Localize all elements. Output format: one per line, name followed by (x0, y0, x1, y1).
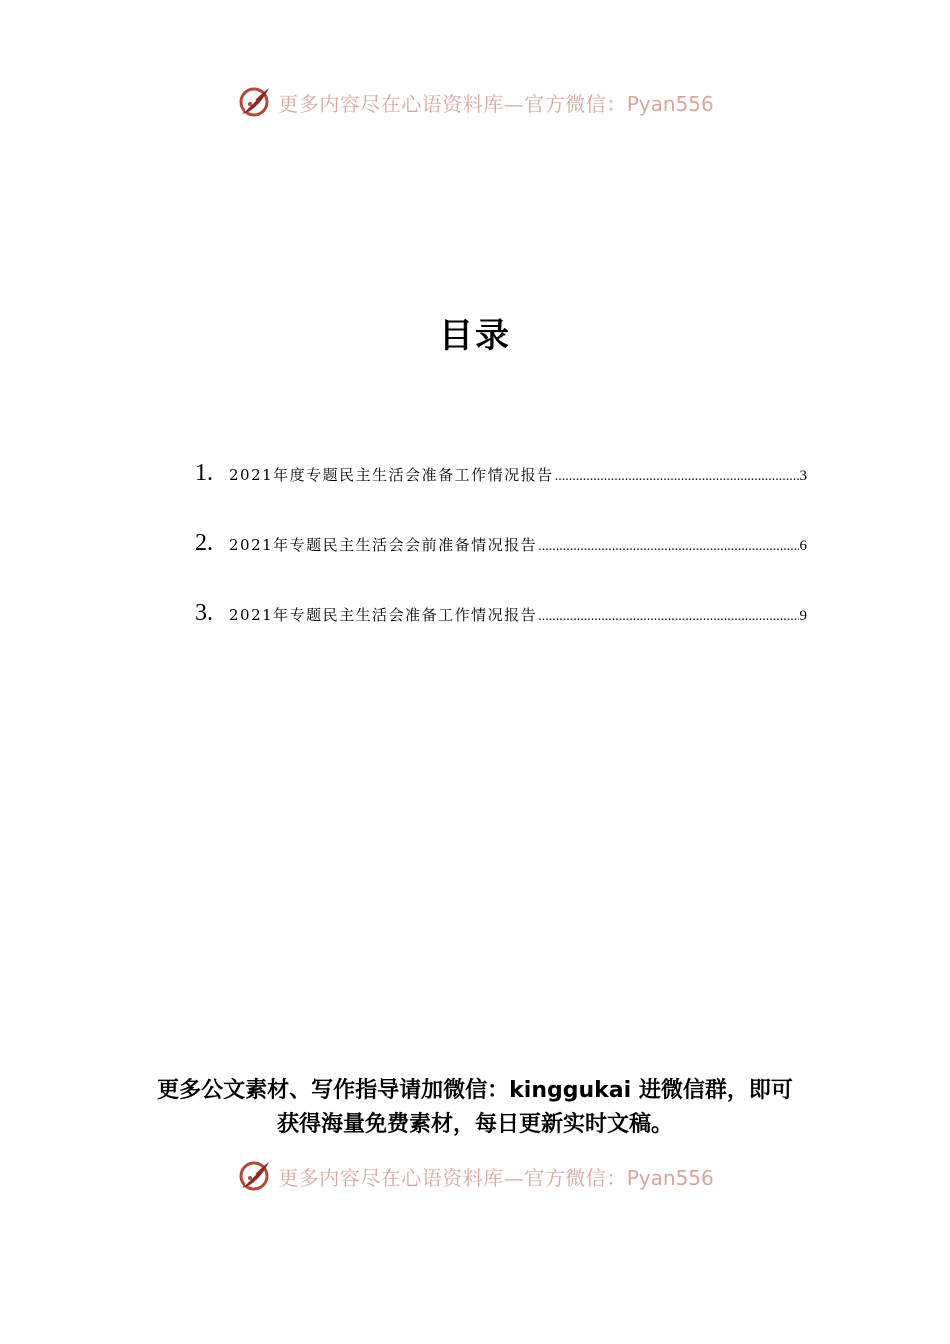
promo-text (100, 1074, 850, 1142)
toc-dot-leader (538, 609, 798, 625)
toc-entry-number: 2. (195, 530, 213, 556)
watermark-label: 更多内容尽在心语资料库—官方微信： (278, 91, 627, 116)
promo-line-1: 更多公文素材、写作指导请加微信：kinggukai 进微信群，即可 (157, 1078, 793, 1103)
header-watermark (0, 84, 950, 120)
toc-entry-number: 3. (195, 600, 213, 626)
watermark-text (278, 1162, 714, 1191)
toc-entry-title[interactable]: 2021年度专题民主生活会准备工作情况报告 (229, 466, 554, 484)
toc-entry-page: 9 (799, 608, 807, 624)
toc-entry-title[interactable]: 2021年专题民主生活会准备工作情况报告 (229, 606, 538, 624)
toc-entry[interactable] (195, 460, 807, 530)
page-title: 目录 (439, 316, 511, 356)
watermark-handle: Pyan556 (626, 1165, 714, 1190)
toc-entry-title[interactable]: 2021年专题民主生活会会前准备情况报告 (229, 536, 538, 554)
watermark-label: 更多内容尽在心语资料库—官方微信： (278, 1165, 627, 1190)
watermark-handle: Pyan556 (626, 91, 714, 116)
toc-entry[interactable] (195, 600, 807, 670)
toc-dot-leader (555, 469, 799, 485)
toc-entry[interactable] (195, 530, 807, 600)
footer-watermark (0, 1158, 950, 1194)
quill-pen-icon (236, 84, 272, 120)
table-of-contents (195, 460, 807, 670)
toc-entry-page: 3 (799, 468, 807, 484)
quill-pen-icon (236, 1158, 272, 1194)
toc-entry-number: 1. (195, 460, 213, 486)
watermark-text (278, 88, 714, 117)
toc-dot-leader (538, 539, 798, 555)
promo-line-2: 获得海量免费素材，每日更新实时文稿。 (276, 1112, 673, 1137)
toc-entry-page: 6 (799, 538, 807, 554)
